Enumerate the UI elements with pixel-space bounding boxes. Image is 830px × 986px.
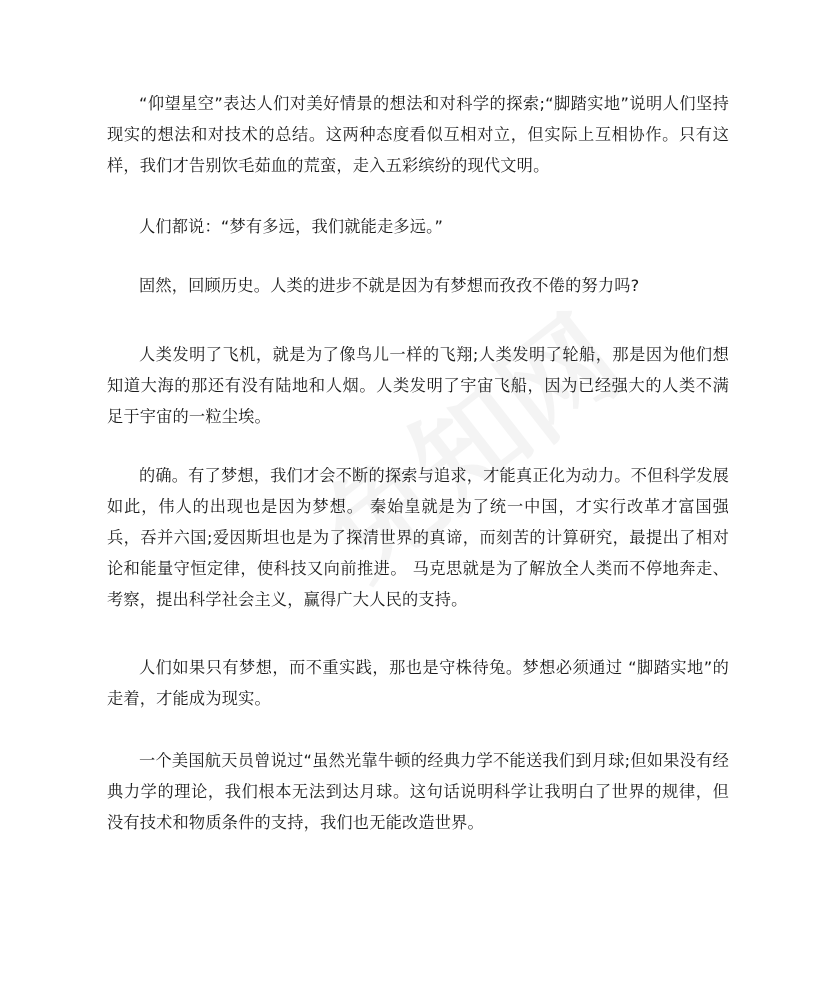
paragraph-1: “仰望星空”表达人们对美好情景的想法和对科学的探索;“脚踏实地”说明人们坚持现实的想法和对技术的总结。这两种态度看似互相对立，但实际上互相协作。只有这样，我们才告别饮毛茹血的荒蛮，走入五彩缤纷的现代文明。 [107,94,729,175]
paragraph-5: 的确。有了梦想，我们才会不断的探索与追求，才能真正化为动力。不但科学发展如此，伟人的出现也是因为梦想。 秦始皇就是为了统一中国，才实行改革才富国强兵，吞并六国;爱因斯坦也是为了探清世界的真谛，而刻苦的计算研究，最提出了相对论和能量守恒定律，使科技又向前推进。 马克思就是为了解放全人类而不停地奔走、考察，提出科学社会主义，赢得广大人民的支持。 [107,466,729,609]
paragraph-2: 人们都说：“梦有多远，我们就能走多远。” [139,217,444,236]
paragraph-3: 固然，回顾历史。人类的进步不就是因为有梦想而孜孜不倦的努力吗? [139,276,640,295]
paragraph-4: 人类发明了飞机，就是为了像鸟儿一样的飞翔;人类发明了轮船，那是因为他们想知道大海的那还有没有陆地和人烟。人类发明了宇宙飞船，因为已经强大的人类不满足于宇宙的一粒尘埃。 [107,345,729,426]
paragraph-6: 人们如果只有梦想，而不重实践，那也是守株待兔。梦想必须通过 “脚踏实地”的走着，才能成为现实。 [107,658,729,708]
paragraph-7: 一个美国航天员曾说过“虽然光靠牛顿的经典力学不能送我们到月球;但如果没有经典力学的理论，我们根本无法到达月球。这句话说明科学让我明白了世界的规律，但没有技术和物质条件的支持，我们也无能改造世界。 [107,751,729,832]
